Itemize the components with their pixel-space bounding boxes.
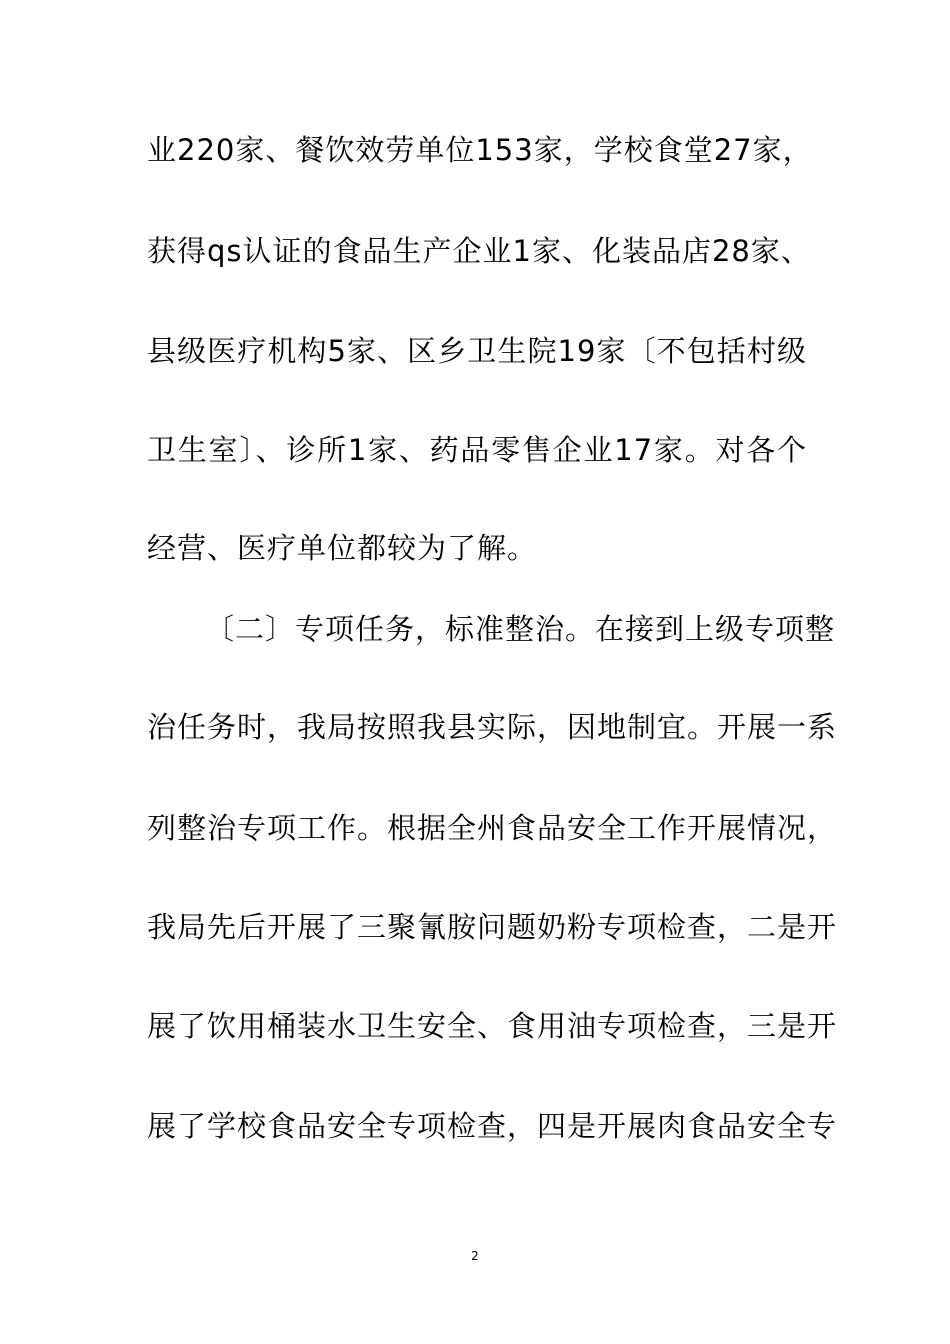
body-text-line: 展了学校食品安全专项检查，四是开展肉食品安全专 [147, 1109, 838, 1143]
body-text-line: 获得qs认证的食品生产企业1家、化装品店28家、 [147, 234, 811, 268]
body-text-line: 我局先后开展了三聚氰胺问题奶粉专项检查，二是开 [147, 910, 838, 944]
body-text-line: 治任务时，我局按照我县实际，因地制宜。开展一系 [147, 710, 838, 744]
body-text-line: 卫生室〕、诊所1家、药品零售企业17家。对各个 [147, 433, 807, 467]
body-text-line: 展了饮用桶装水卫生安全、食用油专项检查，三是开 [147, 1009, 838, 1043]
body-text-line: 业220家、餐饮效劳单位153家，学校食堂27家， [147, 133, 813, 167]
paragraph-first-line: 〔二〕专项任务，标准整治。在接到上级专项整 [205, 612, 836, 646]
body-text-line: 县级医疗机构5家、区乡卫生院19家〔不包括村级 [147, 334, 807, 368]
body-text-line: 列整治专项工作。根据全州食品安全工作开展情况， [147, 811, 838, 845]
page-number: 2 [471, 1249, 479, 1263]
body-text-line: 经营、医疗单位都较为了解。 [147, 531, 538, 565]
